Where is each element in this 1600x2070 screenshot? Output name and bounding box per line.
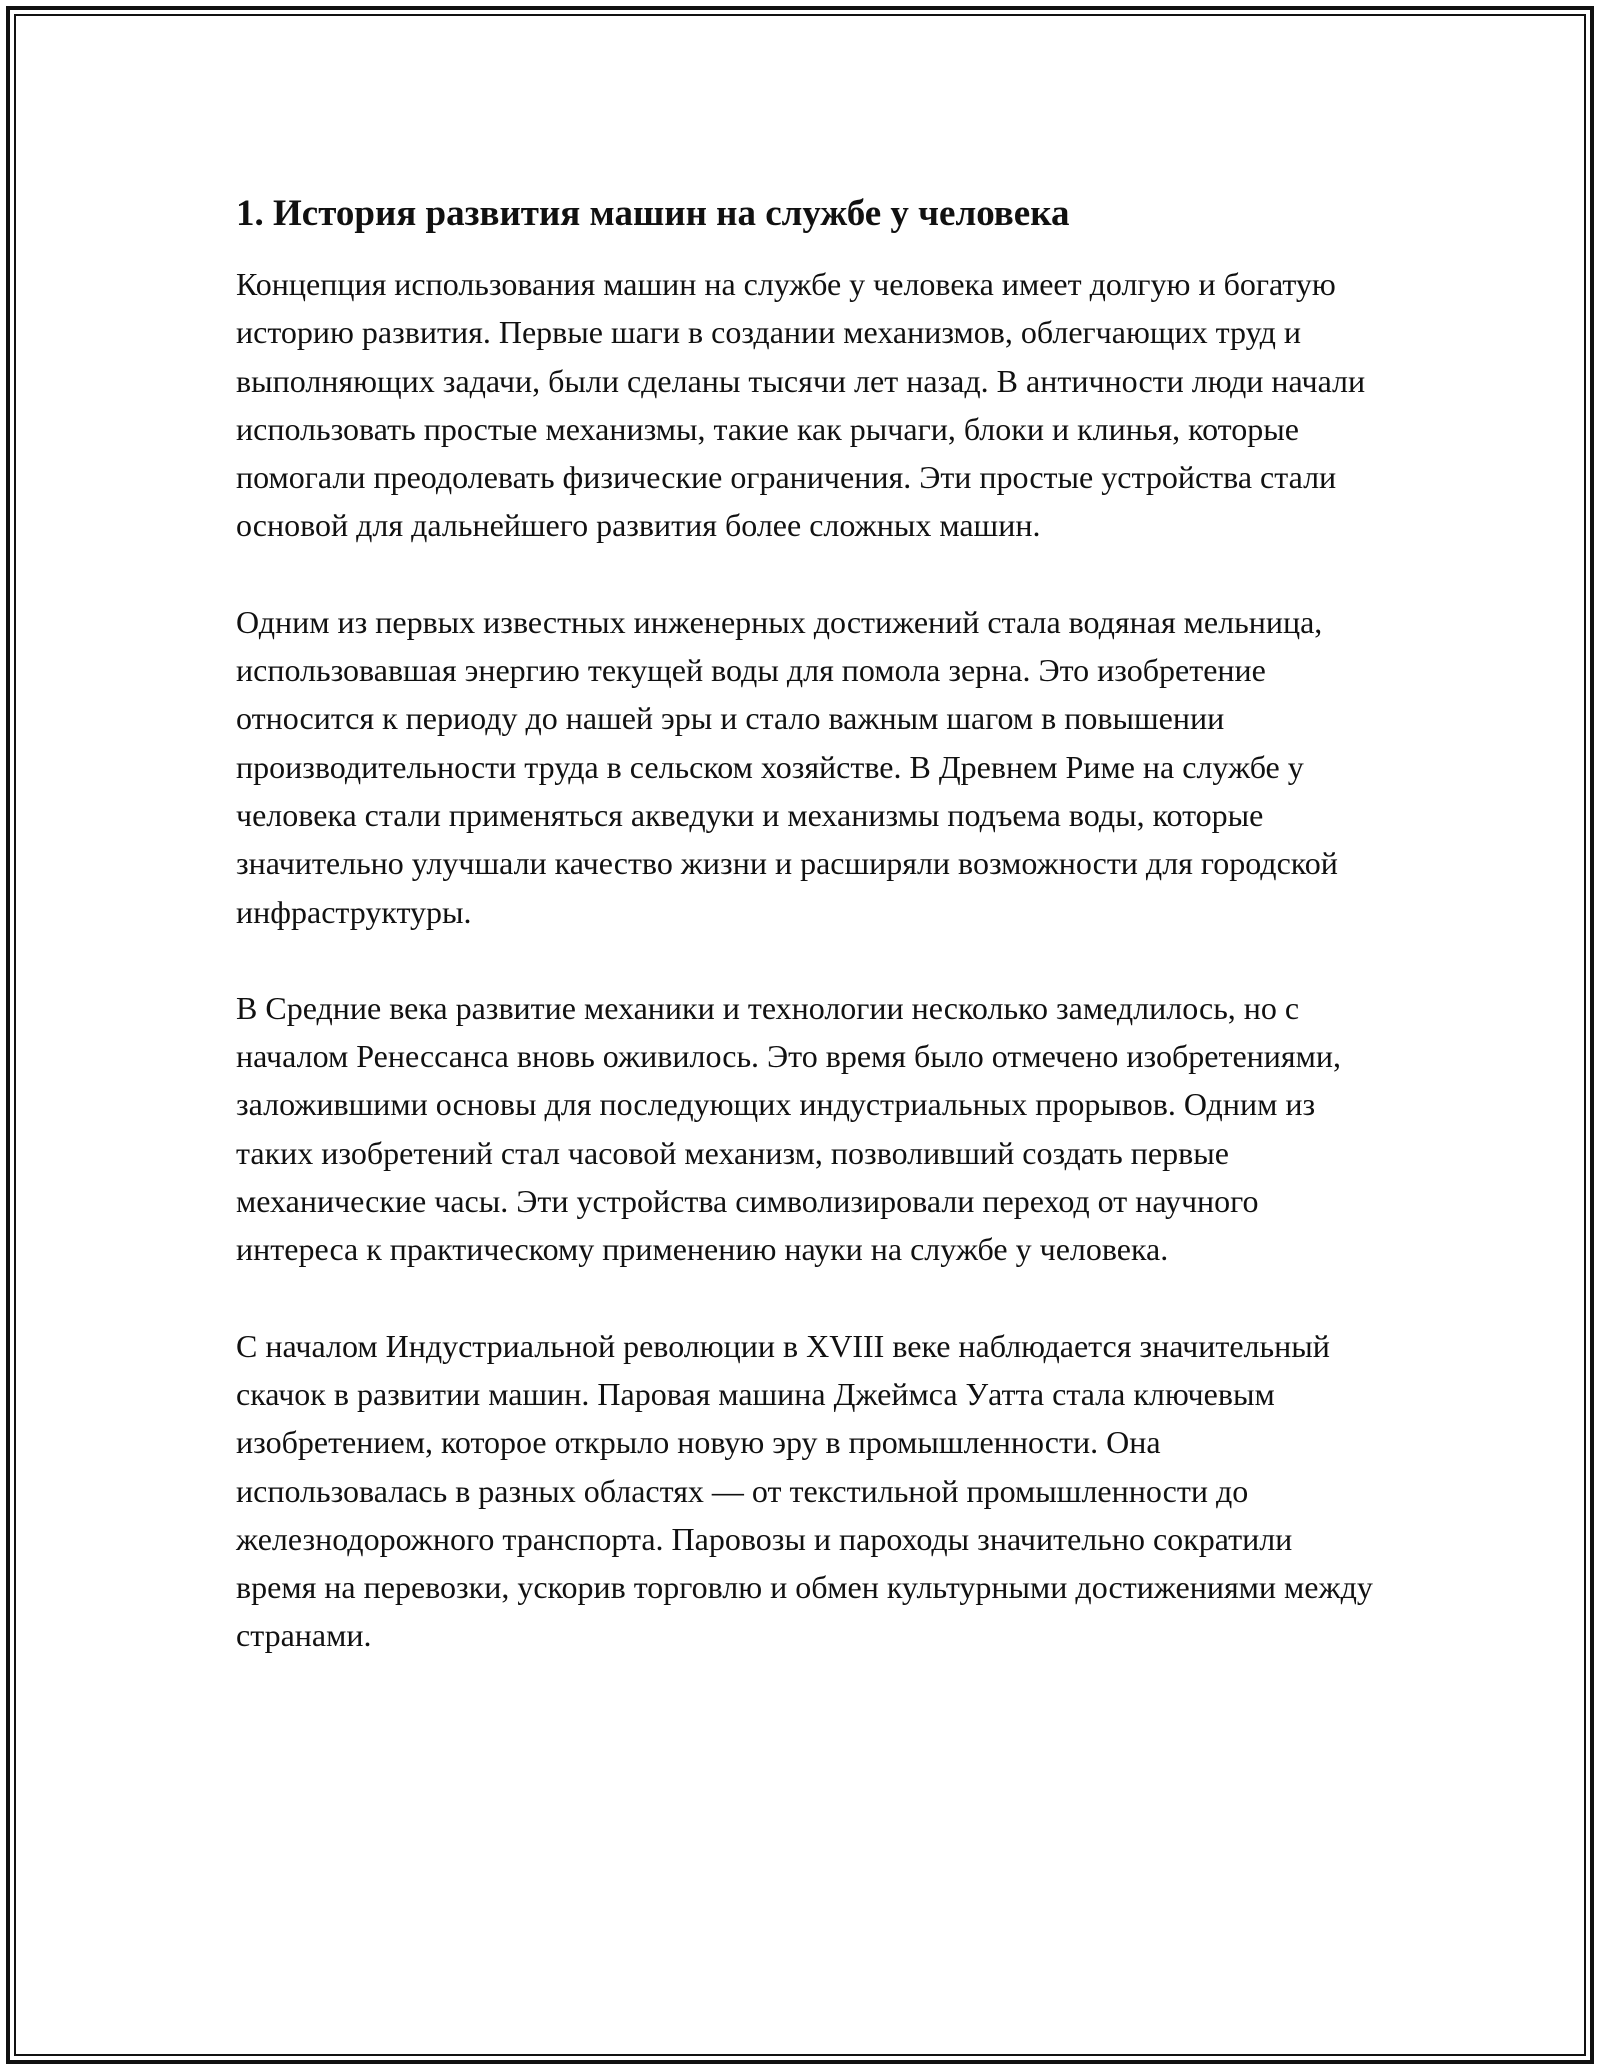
- paragraph-3: В Средние века развитие механики и технологии несколько замедлилось, но с началом Ренессанса вновь оживилось. Это время было отмечено изобретениями, заложившими основы для последующих индустриальных прорывов. Одним из таких изобретений стал часовой механизм, позволивший создать первые механические часы. Эти устройства символизировали переход от научного интереса к практическому применению науки на службе у человека.: [236, 989, 1341, 1268]
- document-body: [236, 188, 1376, 1708]
- paragraph-2: Одним из первых известных инженерных достижений стала водяная мельница, использовавшая энергию текущей воды для помола зерна. Это изобретение относится к периоду до нашей эры и стало важным шагом в повышении производительности труда в сельском хозяйстве. В Древнем Риме на службе у человека стали применяться акведуки и механизмы подъема воды, которые значительно улучшали качество жизни и расширяли возможности для городской инфраструктуры.: [236, 603, 1338, 930]
- paragraph-1: Концепция использования машин на службе у человека имеет долгую и богатую историю развития. Первые шаги в создании механизмов, облегчающих труд и выполняющих задачи, были сделаны тысячи лет назад. В античности люди начали использовать простые механизмы, такие как рычаги, блоки и клинья, которые помогали преодолевать физические ограничения. Эти простые устройства стали основой для дальнейшего развития более сложных машин.: [236, 266, 1366, 544]
- section-heading: 1. История развития машин на службе у человека: [236, 193, 1070, 234]
- paragraph-4: С началом Индустриальной революции в XVIII веке наблюдается значительный скачок в развитии машин. Паровая машина Джеймса Уатта стала ключевым изобретением, которое открыло новую эру в промышленности. Она использовалась в разных областях — от текстильной промышленности до железнодорожного транспорта. Паровозы и пароходы значительно сократили время на перевозки, ускорив торговлю и обмен культурными достижениями между странами.: [236, 1327, 1373, 1654]
